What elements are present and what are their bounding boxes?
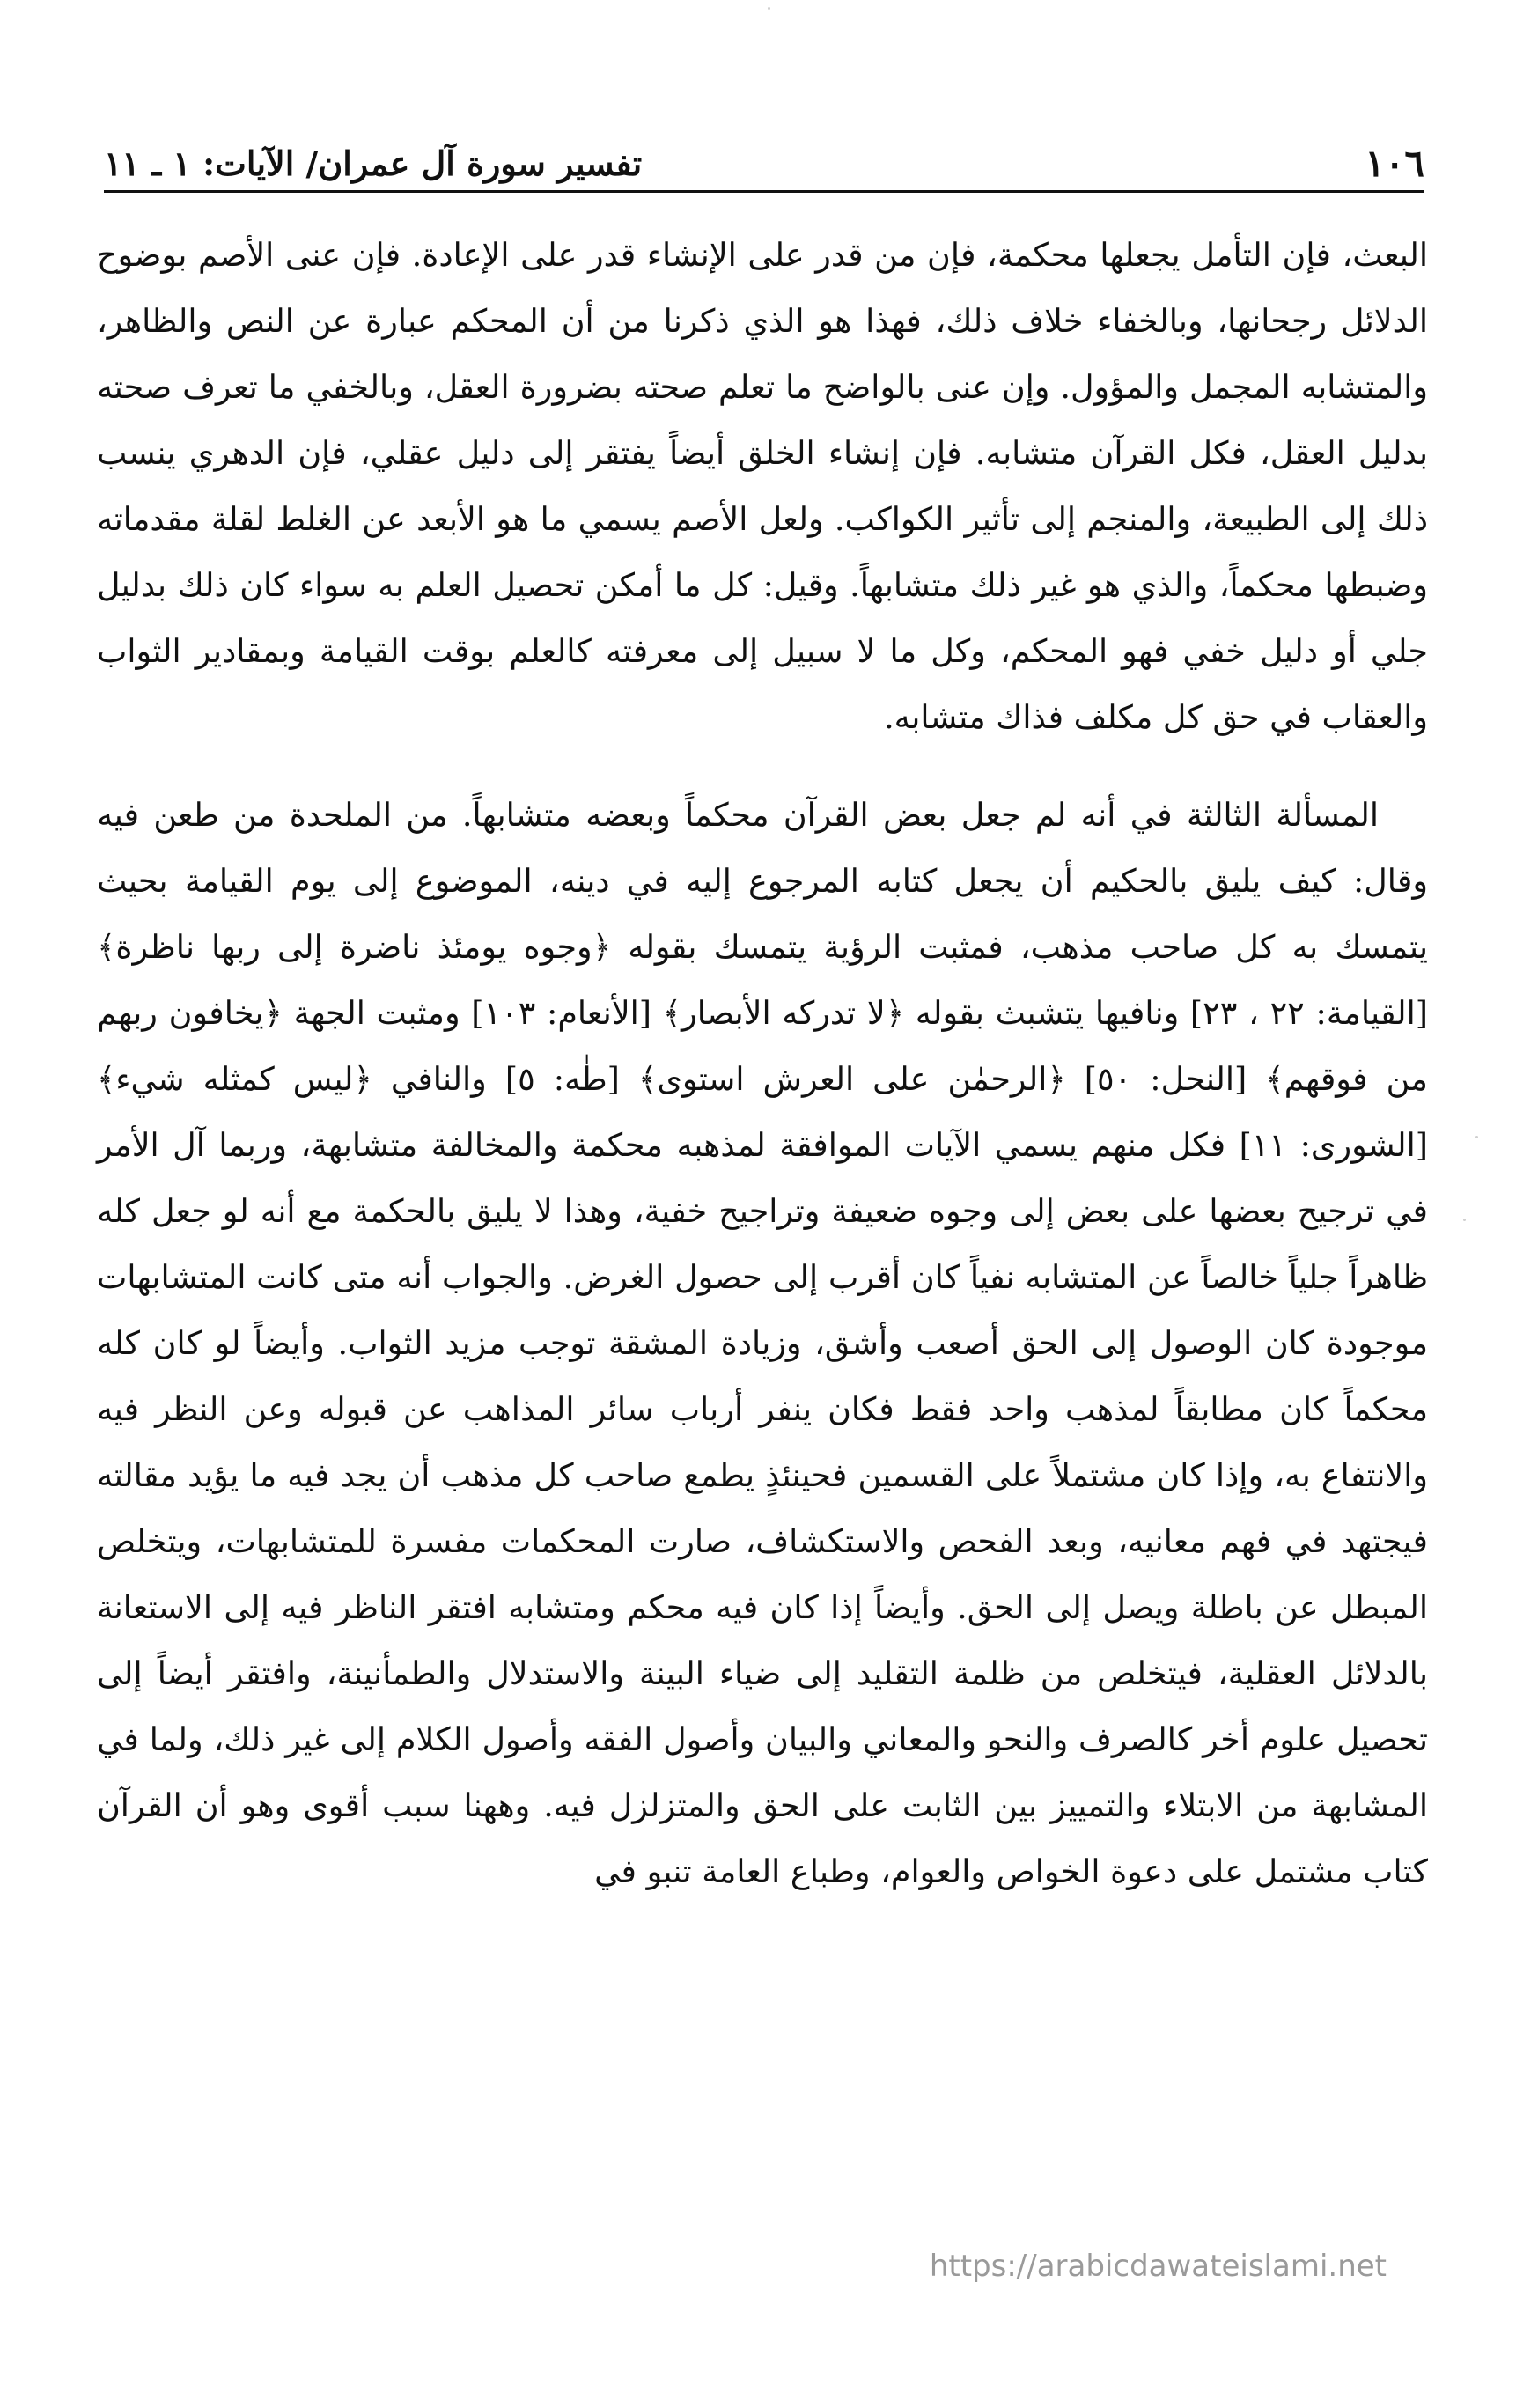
- paragraph: البعث، فإن التأمل يجعلها محكمة، فإن من قدر على الإنشاء قدر على الإعادة. فإن عنى الأصم بوضوح الدلائل رجحانها، وبالخفاء خلاف ذلك، فهذا هو الذي ذكرنا من أن المحكم عبارة عن النص والظاهر، والمتشابه المجمل والمؤول. وإن عنى بالواضح ما تعلم صحته بضرورة العقل، وبالخفي ما تعرف صحته بدليل العقل، فكل القرآن متشابه. فإن إنشاء الخلق أيضاً يفتقر إلى دليل عقلي، فإن الدهري ينسب ذلك إلى الطبيعة، والمنجم إلى تأثير الكواكب. ولعل الأصم يسمي ما هو الأبعد عن الغلط لقلة مقدماته وضبطها محكماً، والذي هو غير ذلك متشابهاً. وقيل: كل ما أمكن تحصيل العلم به سواء كان ذلك بدليل جلي أو دليل خفي فهو المحكم، وكل ما لا سبيل إلى معرفته كالعلم بوقت القيامة وبمقادير الثواب والعقاب في حق كل مكلف فذاك متشابه.: [97, 236, 1428, 736]
- scan-speck: [1475, 1136, 1478, 1138]
- watermark-url: https://arabicdawateislami.net: [929, 2249, 1387, 2284]
- running-title: تفسير سورة آل عمران/ الآيات: ١ ـ ١١: [104, 144, 643, 183]
- page-body: [97, 222, 1428, 1904]
- scan-speck: [1463, 1219, 1466, 1221]
- paragraph: المسألة الثالثة في أنه لم جعل بعض القرآن محكماً وبعضه متشابهاً. من الملحدة من طعن فيه وقال: كيف يليق بالحكيم أن يجعل كتابه المرجوع إليه في دينه، الموضوع إلى يوم القيامة بحيث يتمسك به كل صاحب مذهب، فمثبت الرؤية يتمسك بقوله ﴿وجوه يومئذ ناضرة إلى ربها ناظرة﴾ [القيامة: ٢٢ ، ٢٣] ونافيها يتشبث بقوله ﴿لا تدركه الأبصار﴾ [الأنعام: ١٠٣] ومثبت الجهة ﴿يخافون ربهم من فوقهم﴾ [النحل: ٥٠] ﴿الرحمٰن على العرش استوى﴾ [طٰه: ٥] والنافي ﴿ليس كمثله شيء﴾ [الشورى: ١١] فكل منهم يسمي الآيات الموافقة لمذهبه محكمة والمخالفة متشابهة، وربما آل الأمر في ترجيح بعضها على بعض إلى وجوه ضعيفة وتراجيح خفية، وهذا لا يليق بالحكمة مع أنه لو جعل كله ظاهراً جلياً خالصاً عن المتشابه نفياً كان أقرب إلى حصول الغرض. والجواب أنه متى كانت المتشابهات موجودة كان الوصول إلى الحق أصعب وأشق، وزيادة المشقة توجب مزيد الثواب. وأيضاً لو كان كله محكماً كان مطابقاً لمذهب واحد فقط فكان ينفر أرباب سائر المذاهب عن قبوله وعن النظر فيه والانتفاع به، وإذا كان مشتملاً على القسمين فحينئذٍ يطمع صاحب كل مذهب أن يجد فيه ما يؤيد مقالته فيجتهد في فهم معانيه، وبعد الفحص والاستكشاف، صارت المحكمات مفسرة للمتشابهات، ويتخلص المبطل عن باطلة ويصل إلى الحق. وأيضاً إذا كان فيه محكم ومتشابه افتقر الناظر فيه إلى الاستعانة بالدلائل العقلية، فيتخلص من ظلمة التقليد إلى ضياء البينة والاستدلال والطمأنينة، وافتقر أيضاً إلى تحصيل علوم أخر كالصرف والنحو والمعاني والبيان وأصول الفقه وأصول الكلام إلى غير ذلك، ولما في المشابهة من الابتلاء والتمييز بين الثابت على الحق والمتزلزل فيه. وههنا سبب أقوى وهو أن القرآن كتاب مشتمل على دعوة الخواص والعوام، وطباع العامة تنبو في: [97, 796, 1428, 1890]
- page-number: ١٠٦: [1365, 142, 1424, 185]
- page-header: [104, 132, 1424, 193]
- scan-speck: [768, 7, 770, 10]
